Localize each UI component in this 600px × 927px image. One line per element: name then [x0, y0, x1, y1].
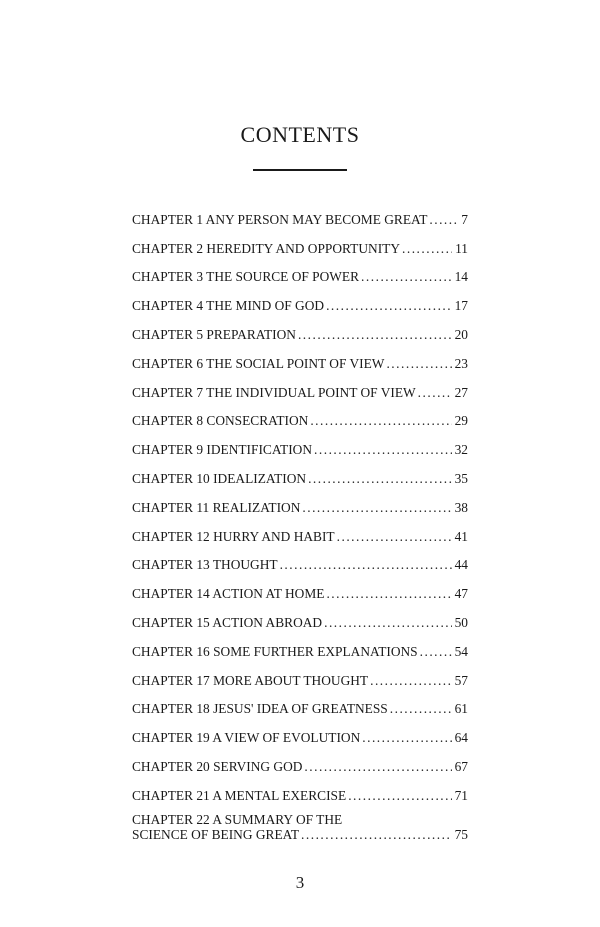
dot-leader: [298, 327, 452, 342]
dot-leader: [301, 827, 452, 843]
toc-entry-label: CHAPTER 11 REALIZATION: [132, 499, 301, 515]
toc-entry[interactable]: [132, 723, 468, 752]
table-of-contents: [132, 205, 468, 843]
dot-leader: [370, 673, 452, 688]
page-number: 3: [295, 873, 305, 892]
toc-entry[interactable]: [132, 493, 468, 522]
toc-entry-label: CHAPTER 19 A VIEW OF EVOLUTION: [132, 730, 361, 746]
toc-entry[interactable]: [132, 608, 468, 637]
toc-entry-label: CHAPTER 10 IDEALIZATION: [132, 471, 307, 487]
dot-leader: [361, 269, 452, 284]
toc-entry-page: 57: [454, 672, 468, 688]
toc-entry-label: CHAPTER 5 PREPARATION: [132, 327, 296, 343]
toc-entry[interactable]: [132, 637, 468, 666]
toc-entry-page: 17: [454, 298, 468, 314]
toc-entry-page: 14: [454, 269, 468, 285]
dot-leader: [362, 730, 451, 745]
toc-entry-page: 50: [454, 615, 468, 631]
toc-entry-page: 41: [454, 528, 468, 544]
toc-entry-page: 32: [454, 442, 468, 458]
toc-entry[interactable]: [132, 291, 468, 320]
toc-list: [132, 205, 468, 810]
toc-entry[interactable]: [132, 695, 468, 724]
toc-entry-label: CHAPTER 9 IDENTIFICATION: [132, 442, 313, 458]
dot-leader: [280, 557, 452, 572]
toc-entry-label: CHAPTER 3 THE SOURCE OF POWER: [132, 269, 360, 285]
toc-entry[interactable]: [132, 349, 468, 378]
toc-entry-label: CHAPTER 15 ACTION ABROAD: [132, 615, 323, 631]
toc-entry-page: 44: [454, 557, 468, 573]
dot-leader: [324, 615, 452, 630]
toc-entry-label: CHAPTER 7 THE INDIVIDUAL POINT OF VIEW: [132, 384, 416, 400]
toc-entry[interactable]: [132, 551, 468, 580]
toc-entry-label: CHAPTER 17 MORE ABOUT THOUGHT: [132, 672, 369, 688]
toc-entry-page: 11: [455, 240, 468, 256]
toc-entry-page: 20: [454, 327, 468, 343]
toc-entry[interactable]: [132, 812, 468, 843]
toc-entry-page: 67: [454, 759, 468, 775]
toc-entry-label: CHAPTER 2 HEREDITY AND OPPORTUNITY: [132, 240, 401, 256]
toc-entry-page: 61: [454, 701, 468, 717]
toc-entry-label: CHAPTER 8 CONSECRATION: [132, 413, 309, 429]
dot-leader: [420, 644, 452, 659]
toc-entry[interactable]: [132, 781, 468, 810]
toc-entry-label: CHAPTER 21 A MENTAL EXERCISE: [132, 787, 347, 803]
toc-entry[interactable]: [132, 435, 468, 464]
toc-entry-page: 64: [454, 730, 468, 746]
toc-entry-label: CHAPTER 14 ACTION AT HOME: [132, 586, 325, 602]
dot-leader: [348, 788, 451, 803]
dot-leader: [326, 298, 452, 313]
toc-entry-label: CHAPTER 18 JESUS' IDEA OF GREATNESS: [132, 701, 388, 717]
dot-leader: [326, 586, 451, 601]
toc-entry-label: CHAPTER 4 THE MIND OF GOD: [132, 298, 325, 314]
dot-leader: [386, 356, 451, 371]
toc-entry-page: 35: [454, 471, 468, 487]
toc-entry-label-line1: CHAPTER 22 A SUMMARY OF THE: [132, 811, 343, 827]
dot-leader: [418, 385, 452, 400]
dot-leader: [429, 212, 458, 227]
toc-entry-page: 23: [454, 355, 468, 371]
toc-entry-page: 29: [454, 413, 468, 429]
toc-entry-label: CHAPTER 1 ANY PERSON MAY BECOME GREAT: [132, 211, 428, 227]
toc-entry[interactable]: [132, 234, 468, 263]
dot-leader: [302, 500, 451, 515]
toc-entry-label: CHAPTER 16 SOME FURTHER EXPLANATIONS: [132, 643, 418, 659]
dot-leader: [310, 413, 451, 428]
page-title: CONTENTS: [240, 122, 360, 147]
toc-entry-page: 27: [454, 384, 468, 400]
toc-entry[interactable]: [132, 464, 468, 493]
toc-entry-line2: [132, 827, 468, 843]
toc-entry-page: 75: [454, 827, 468, 843]
toc-entry[interactable]: [132, 666, 468, 695]
dot-leader: [337, 529, 452, 544]
dot-leader: [402, 241, 452, 256]
toc-entry[interactable]: [132, 263, 468, 292]
toc-entry-page: 71: [454, 787, 468, 803]
toc-entry[interactable]: [132, 378, 468, 407]
toc-entry-label: CHAPTER 13 THOUGHT: [132, 557, 278, 573]
toc-entry[interactable]: [132, 205, 468, 234]
dot-leader: [304, 759, 451, 774]
dot-leader: [308, 471, 452, 486]
title-underline: [253, 169, 347, 171]
toc-entry-label: CHAPTER 12 HURRY AND HABIT: [132, 528, 335, 544]
toc-entry[interactable]: [132, 407, 468, 436]
toc-entry-label: CHAPTER 20 SERVING GOD: [132, 759, 303, 775]
toc-entry-label: CHAPTER 6 THE SOCIAL POINT OF VIEW: [132, 355, 385, 371]
toc-entry[interactable]: [132, 522, 468, 551]
toc-entry-page: 47: [454, 586, 468, 602]
toc-entry[interactable]: [132, 579, 468, 608]
toc-entry-page: 54: [454, 643, 468, 659]
dot-leader: [314, 442, 452, 457]
toc-entry-page: 38: [454, 499, 468, 515]
dot-leader: [390, 701, 452, 716]
toc-entry[interactable]: [132, 752, 468, 781]
toc-entry-label-line2: SCIENCE OF BEING GREAT: [132, 827, 300, 843]
toc-entry[interactable]: [132, 320, 468, 349]
toc-entry-page: 7: [461, 211, 468, 227]
